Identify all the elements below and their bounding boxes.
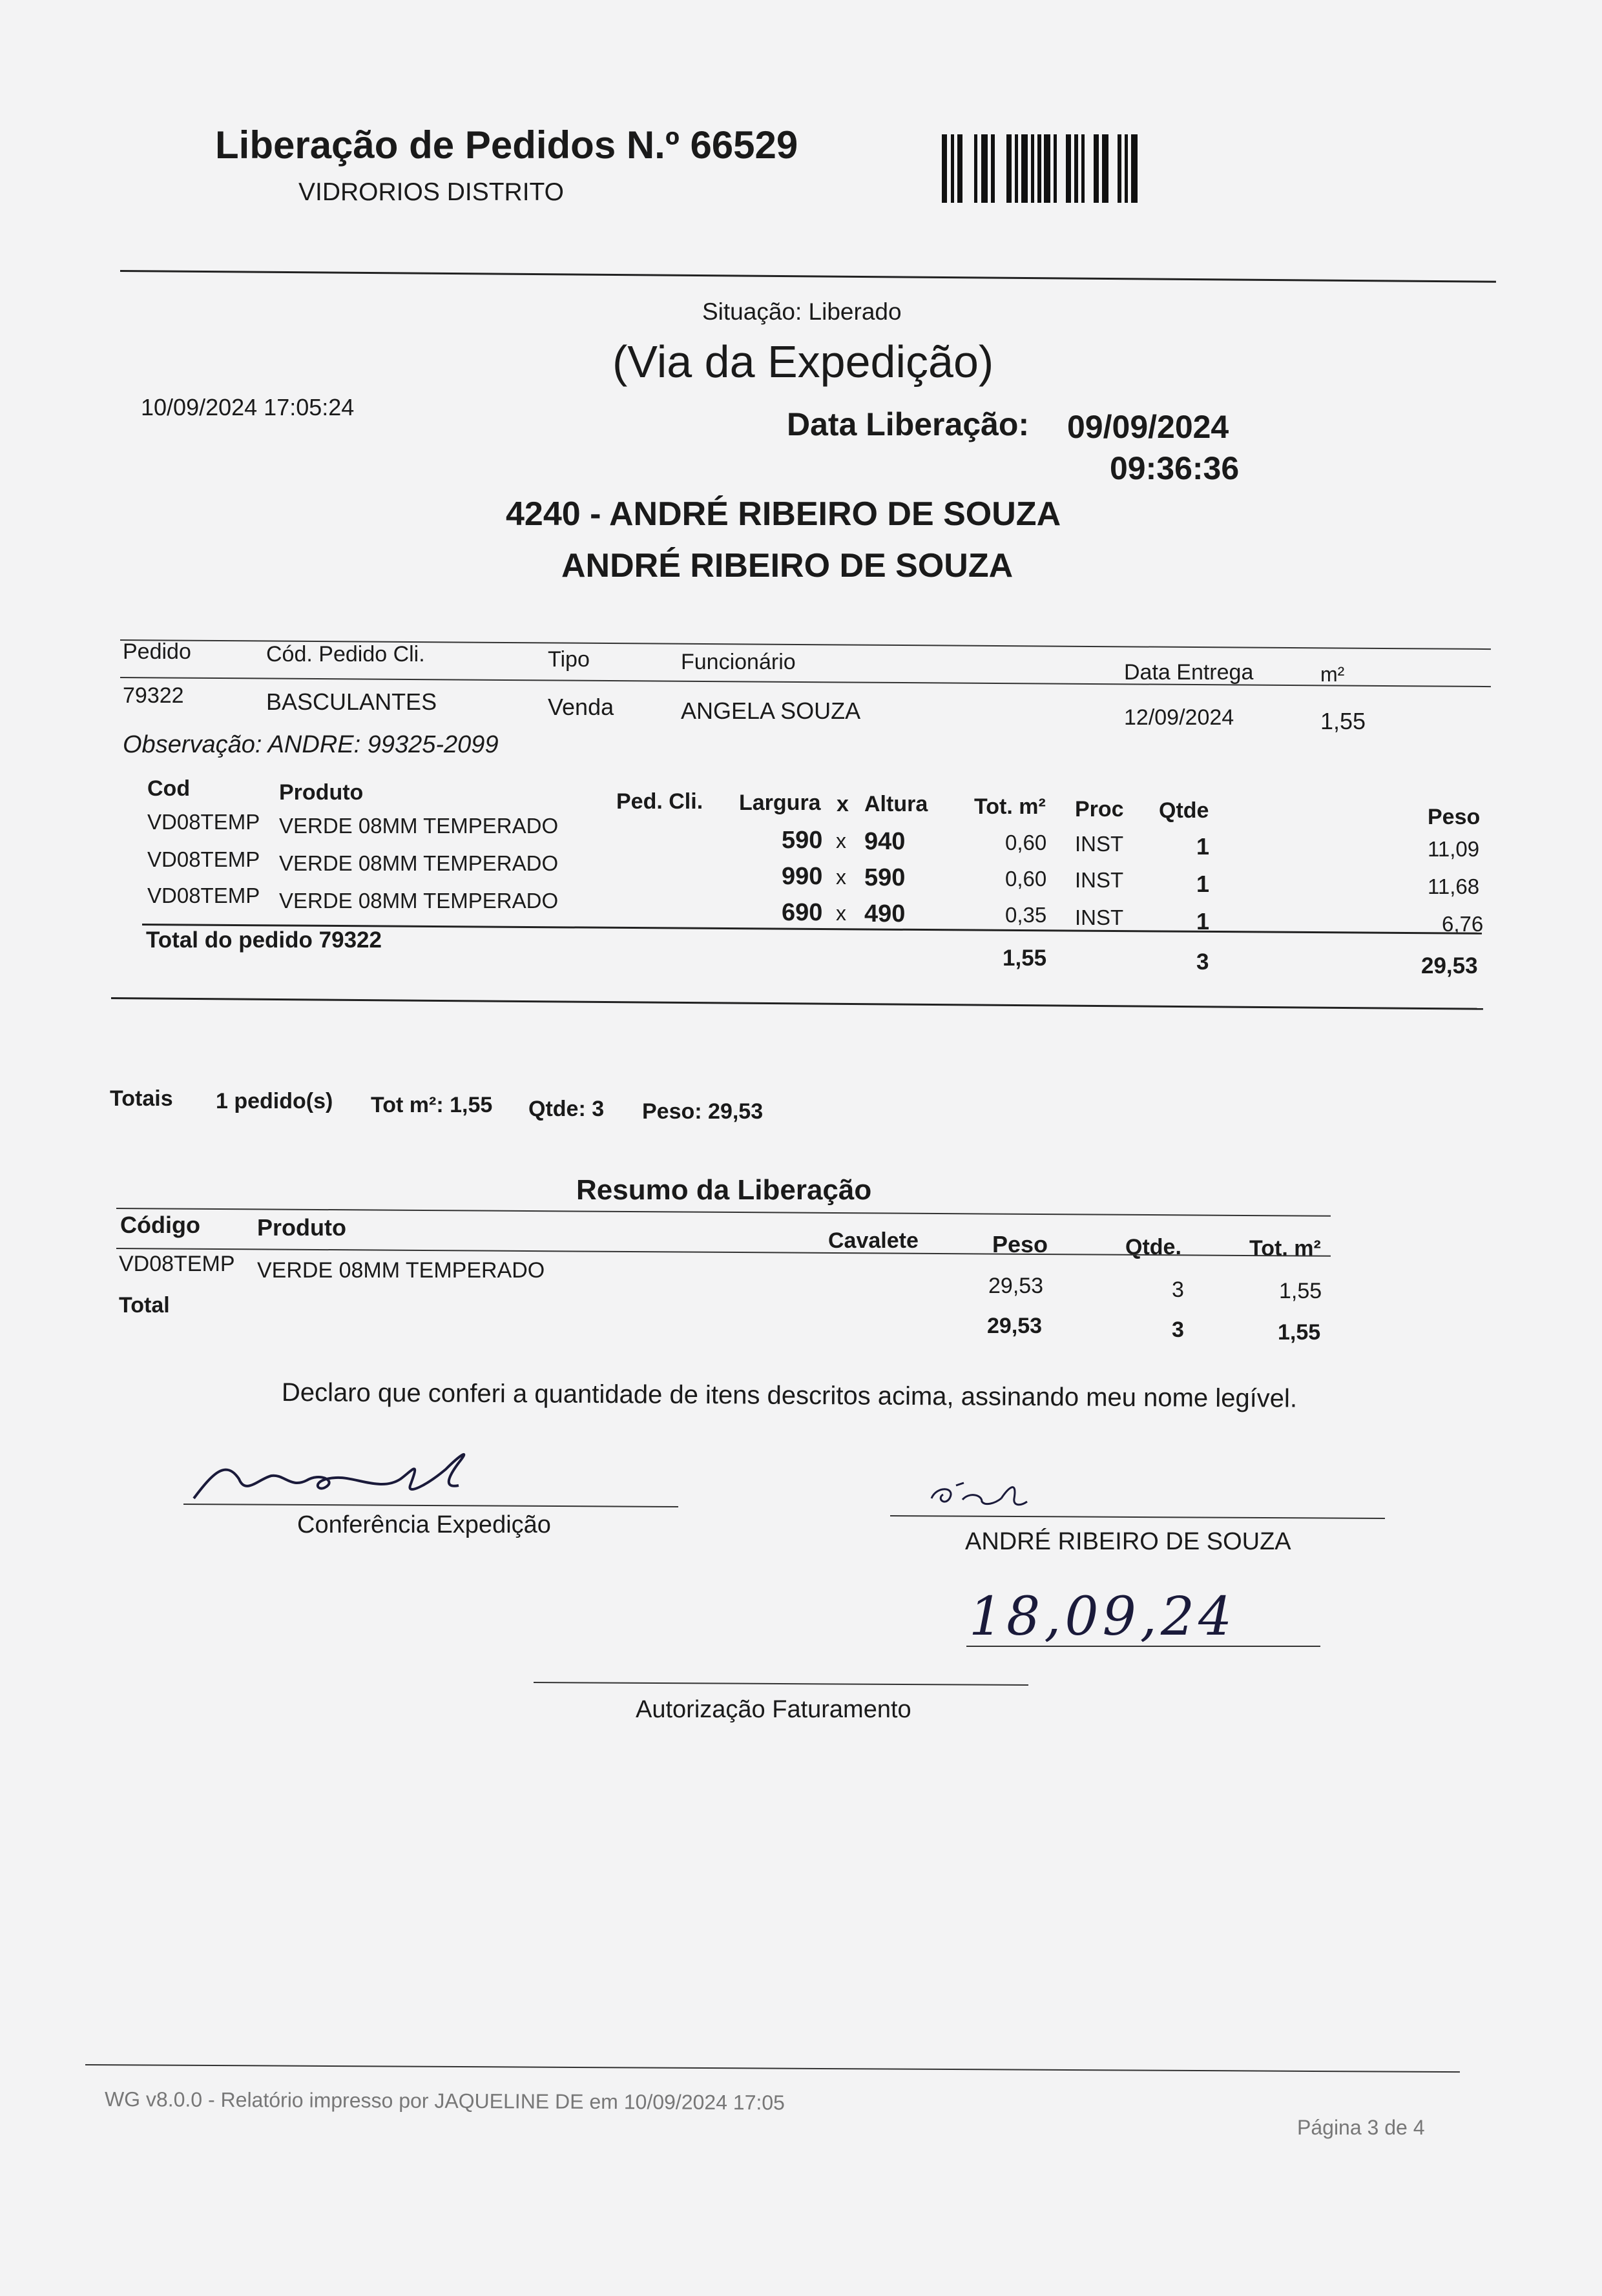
items-col-peso: Peso: [1428, 805, 1481, 829]
item-largura: 590: [782, 827, 823, 854]
items-total-peso: 29,53: [1421, 953, 1478, 978]
item-largura: 690: [782, 899, 823, 926]
item-qtde: 1: [1196, 908, 1210, 935]
items-col-cod: Cod: [147, 776, 191, 801]
item-altura: 590: [864, 864, 906, 891]
data-liberacao-label: Data Liberação:: [787, 406, 1030, 442]
autorizacao-label: Autorização Faturamento: [636, 1696, 911, 1723]
resumo-col-peso: Peso: [992, 1231, 1048, 1257]
item-cod: VD08TEMP: [147, 884, 260, 907]
items-col-tot-m2: Tot. m²: [974, 794, 1046, 819]
val-data-entrega: 12/09/2024: [1124, 705, 1234, 730]
item-produto: VERDE 08MM TEMPERADO: [279, 814, 559, 838]
resumo-title: Resumo da Liberação: [576, 1174, 872, 1206]
signature-cliente: [924, 1466, 1079, 1518]
item-proc: INST: [1075, 832, 1124, 856]
footer-printed-by: WG v8.0.0 - Relatório impresso por JAQUELINE DE em 10/09/2024 17:05: [104, 2087, 785, 2115]
item-x: x: [836, 865, 846, 889]
item-qtde: 1: [1196, 833, 1210, 860]
totais-qtde: Qtde: 3: [528, 1097, 605, 1121]
item-x: x: [836, 902, 846, 925]
resumo-codigo: VD08TEMP: [119, 1252, 235, 1276]
company-name: VIDRORIOS DISTRITO: [298, 178, 564, 206]
resumo-col-produto: Produto: [257, 1214, 346, 1241]
data-liberacao-date: 09/09/2024: [1067, 409, 1229, 445]
items-col-proc: Proc: [1075, 797, 1124, 822]
footer-page-number: Página 3 de 4: [1297, 2116, 1425, 2139]
item-produto: VERDE 08MM TEMPERADO: [279, 889, 559, 913]
col-data-entrega: Data Entrega: [1124, 660, 1254, 685]
signature-line-autorizacao: [534, 1682, 1028, 1686]
items-total-m2: 1,55: [1003, 946, 1047, 971]
signature-label-left: Conferência Expedição: [297, 1511, 551, 1538]
item-qtde: 1: [1196, 871, 1210, 897]
resumo-col-qtde: Qtde.: [1125, 1235, 1181, 1259]
resumo-produto: VERDE 08MM TEMPERADO: [257, 1258, 545, 1283]
resumo-col-cavalete: Cavalete: [828, 1228, 919, 1253]
val-funcionario: ANGELA SOUZA: [681, 698, 861, 724]
items-col-qtde: Qtde: [1159, 798, 1209, 823]
col-m2: m²: [1320, 663, 1345, 686]
declaration-text: Declaro que conferi a quantidade de itens descritos acima, assinando meu nome legível.: [281, 1378, 1298, 1413]
resumo-total-tot-m2: 1,55: [1278, 1320, 1321, 1345]
item-peso: 11,09: [1428, 837, 1480, 861]
resumo-total-peso: 29,53: [987, 1314, 1043, 1338]
signature-conferencia: [187, 1434, 575, 1505]
item-peso: 11,68: [1428, 874, 1480, 898]
item-x: x: [836, 829, 846, 853]
barcode: [942, 134, 1182, 203]
resumo-total-qtde: 3: [1172, 1318, 1184, 1342]
val-cod-pedido-cli: BASCULANTES: [266, 688, 437, 715]
footer-divider: [85, 2064, 1460, 2073]
situacao: Situação: Liberado: [702, 298, 902, 325]
resumo-total-label: Total: [119, 1293, 170, 1318]
totais-peso: Peso: 29,53: [642, 1099, 764, 1124]
totais-label: Totais: [110, 1086, 173, 1111]
item-cod: VD08TEMP: [147, 810, 260, 834]
totais-m2: Tot m²: 1,55: [371, 1093, 493, 1117]
item-largura: 990: [782, 863, 823, 890]
data-liberacao-time: 09:36:36: [1110, 450, 1240, 486]
handwritten-date: 18,09,24: [969, 1586, 1236, 1648]
observacao: Observação: ANDRE: 99325-2099: [123, 731, 499, 758]
resumo-col-tot-m2: Tot. m²: [1249, 1236, 1321, 1261]
item-cod: VD08TEMP: [147, 847, 260, 871]
client-code-name: 4240 - ANDRÉ RIBEIRO DE SOUZA: [506, 495, 1061, 533]
item-proc: INST: [1075, 868, 1124, 892]
items-col-altura: Altura: [864, 792, 928, 816]
item-tot-m2: 0,60: [1005, 831, 1047, 854]
val-pedido: 79322: [123, 683, 184, 708]
item-tot-m2: 0,60: [1005, 867, 1047, 891]
items-end-divider: [111, 997, 1483, 1010]
col-cod-pedido-cli: Cód. Pedido Cli.: [266, 642, 425, 667]
order-header-mid: [120, 677, 1491, 687]
item-produto: VERDE 08MM TEMPERADO: [279, 851, 559, 875]
items-col-ped-cli: Ped. Cli.: [616, 789, 703, 814]
col-tipo: Tipo: [548, 647, 590, 672]
col-funcionario: Funcionário: [681, 650, 796, 674]
resumo-qtde: 3: [1172, 1277, 1184, 1302]
val-m2: 1,55: [1320, 708, 1366, 734]
col-pedido: Pedido: [123, 639, 191, 664]
items-col-x: x: [837, 792, 849, 816]
item-altura: 940: [864, 828, 906, 855]
items-total-label: Total do pedido 79322: [146, 927, 382, 953]
totais-pedidos: 1 pedido(s): [216, 1089, 333, 1113]
item-tot-m2: 0,35: [1005, 903, 1047, 927]
document-title: Liberação de Pedidos N.º 66529: [215, 123, 798, 167]
via-expedicao: (Via da Expedição): [612, 336, 994, 387]
item-proc: INST: [1075, 905, 1124, 929]
divider: [120, 270, 1496, 283]
print-datetime: 10/09/2024 17:05:24: [141, 394, 355, 420]
items-col-produto: Produto: [279, 780, 364, 805]
resumo-col-codigo: Código: [120, 1212, 200, 1238]
date-underline: [966, 1646, 1320, 1647]
resumo-peso: 29,53: [988, 1274, 1044, 1298]
resumo-tot-m2: 1,55: [1279, 1279, 1322, 1303]
items-total-qtde: 3: [1196, 949, 1209, 975]
item-altura: 490: [864, 900, 906, 927]
client-name: ANDRÉ RIBEIRO DE SOUZA: [561, 547, 1014, 584]
item-peso: 6,76: [1442, 912, 1484, 936]
items-col-largura: Largura: [739, 791, 821, 815]
val-tipo: Venda: [548, 694, 614, 720]
signature-label-right: ANDRÉ RIBEIRO DE SOUZA: [965, 1528, 1291, 1555]
